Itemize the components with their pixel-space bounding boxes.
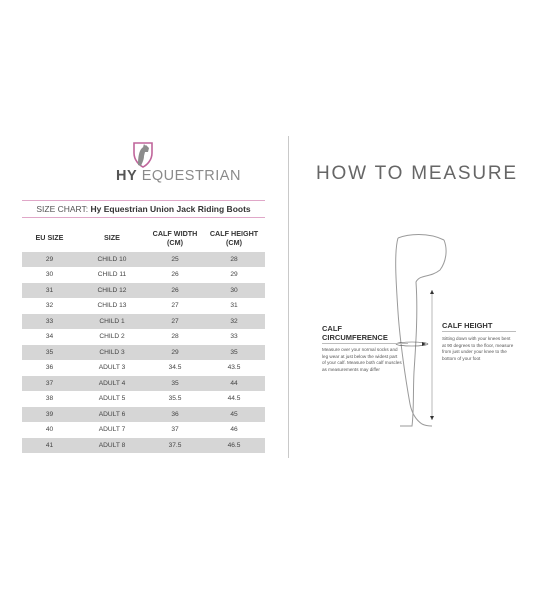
size-cell: CHILD 11 <box>77 267 147 283</box>
brand-name <box>116 168 241 184</box>
calf-height-cell: 45 <box>203 407 265 423</box>
calf-height-cell: 31 <box>203 298 265 314</box>
calf-height-rule <box>442 331 516 332</box>
table-row <box>22 314 265 330</box>
col-header-calf-height: CALF HEIGHT (CM) <box>209 228 259 247</box>
calf-circumference-instructions: Measure over your normal socks and leg wear at just below the widest part of your calf. Measure both calf muscles as measurements may differ <box>322 347 402 372</box>
table-row <box>22 252 265 268</box>
table-row <box>22 329 265 345</box>
brand-name-thin: EQUESTRIAN <box>141 168 241 184</box>
size-cell: ADULT 5 <box>77 391 147 407</box>
table-row <box>22 407 265 423</box>
chart-label: SIZE CHART: <box>36 204 89 214</box>
size-cell: ADULT 8 <box>77 438 147 453</box>
calf-height-cell: 33 <box>203 329 265 345</box>
chart-title-bottom-rule <box>22 217 265 218</box>
table-row <box>22 360 265 376</box>
table-row <box>22 298 265 314</box>
eu-size-cell: 39 <box>22 407 77 423</box>
chart-product: Hy Equestrian Union Jack Riding Boots <box>90 204 251 214</box>
size-cell: ADULT 7 <box>77 422 147 438</box>
calf-height-cell: 32 <box>203 314 265 330</box>
calf-height-cell: 28 <box>203 252 265 268</box>
calf-height-heading: CALF HEIGHT <box>442 321 493 330</box>
calf-height-cell: 44 <box>203 376 265 392</box>
brand-name-bold: HY <box>116 168 138 184</box>
calf-width-cell: 25 <box>147 252 203 268</box>
size-cell: CHILD 10 <box>77 252 147 268</box>
how-to-measure-title: HOW TO MEASURE <box>316 163 518 184</box>
calf-height-cell: 46 <box>203 422 265 438</box>
chart-title <box>22 204 265 214</box>
horse-head-shield-icon <box>128 139 158 169</box>
calf-height-cell: 30 <box>203 283 265 299</box>
table-row <box>22 376 265 392</box>
calf-circumference-rule <box>322 343 408 344</box>
size-cell: ADULT 6 <box>77 407 147 423</box>
eu-size-cell: 35 <box>22 345 77 361</box>
eu-size-cell: 41 <box>22 438 77 453</box>
calf-height-cell: 43.5 <box>203 360 265 376</box>
leg-outline-illustration <box>380 232 450 432</box>
calf-width-cell: 37 <box>147 422 203 438</box>
eu-size-cell: 32 <box>22 298 77 314</box>
table-row <box>22 422 265 438</box>
eu-size-cell: 40 <box>22 422 77 438</box>
calf-width-cell: 35 <box>147 376 203 392</box>
col-header-size: SIZE <box>104 233 120 242</box>
calf-height-cell: 44.5 <box>203 391 265 407</box>
eu-size-cell: 38 <box>22 391 77 407</box>
calf-circumference-heading-line1: CALF <box>322 324 342 333</box>
calf-circumference-heading <box>322 324 388 342</box>
calf-width-cell: 34.5 <box>147 360 203 376</box>
calf-width-cell: 28 <box>147 329 203 345</box>
size-chart-table <box>22 224 265 453</box>
calf-height-cell: 35 <box>203 345 265 361</box>
calf-width-cell: 29 <box>147 345 203 361</box>
table-row <box>22 345 265 361</box>
calf-width-cell: 26 <box>147 283 203 299</box>
eu-size-cell: 34 <box>22 329 77 345</box>
eu-size-cell: 37 <box>22 376 77 392</box>
table-row <box>22 267 265 283</box>
table-row <box>22 283 265 299</box>
calf-circumference-heading-line2: CIRCUMFERENCE <box>322 333 388 342</box>
vertical-divider <box>288 136 289 458</box>
size-cell: ADULT 4 <box>77 376 147 392</box>
table-header-row <box>22 224 265 252</box>
calf-width-cell: 36 <box>147 407 203 423</box>
calf-width-cell: 27 <box>147 298 203 314</box>
calf-height-cell: 46.5 <box>203 438 265 453</box>
eu-size-cell: 31 <box>22 283 77 299</box>
eu-size-cell: 30 <box>22 267 77 283</box>
calf-width-cell: 27 <box>147 314 203 330</box>
size-cell: CHILD 1 <box>77 314 147 330</box>
eu-size-cell: 36 <box>22 360 77 376</box>
calf-height-instructions: Sitting down with your knees bent at 90 degrees to the floor, measure from just under your knee to the bottom of your foot <box>442 336 514 361</box>
size-cell: ADULT 3 <box>77 360 147 376</box>
eu-size-cell: 33 <box>22 314 77 330</box>
size-cell: CHILD 13 <box>77 298 147 314</box>
table-row <box>22 438 265 453</box>
col-header-eu-size: EU SIZE <box>35 233 64 242</box>
calf-width-cell: 35.5 <box>147 391 203 407</box>
eu-size-cell: 29 <box>22 252 77 268</box>
table-row <box>22 391 265 407</box>
size-cell: CHILD 12 <box>77 283 147 299</box>
size-cell: CHILD 3 <box>77 345 147 361</box>
chart-title-top-rule <box>22 200 265 201</box>
col-header-calf-width: CALF WIDTH (CM) <box>152 228 198 247</box>
calf-width-cell: 37.5 <box>147 438 203 453</box>
calf-width-cell: 26 <box>147 267 203 283</box>
calf-height-cell: 29 <box>203 267 265 283</box>
size-cell: CHILD 2 <box>77 329 147 345</box>
